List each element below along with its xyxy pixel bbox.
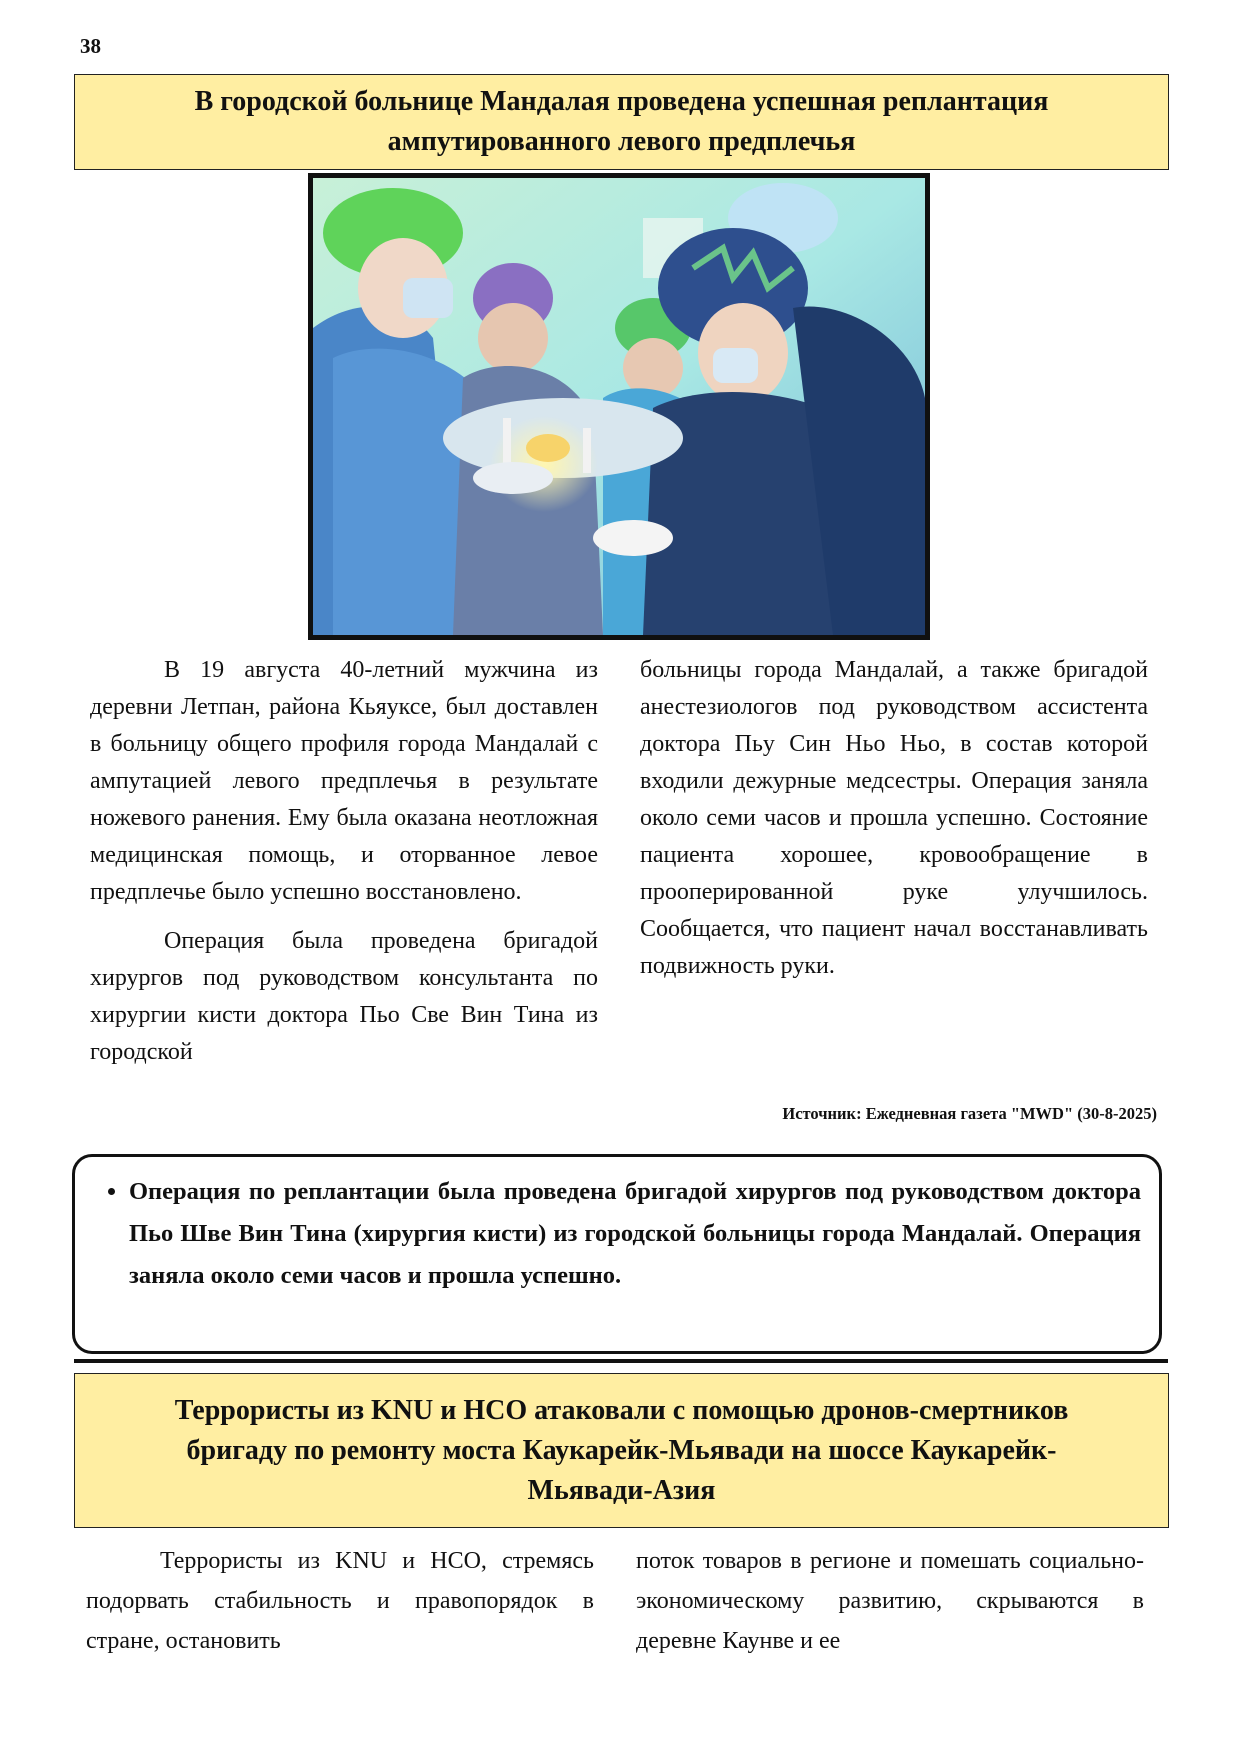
page-number: 38 bbox=[80, 34, 101, 58]
article-1-column-right bbox=[640, 652, 1148, 997]
article-1-summary-item: • Операция по реплантации была проведена бригадой хирургов под руководством доктора Пьо Шве Вин Тина (хирургия кисти) из городской больницы города Мандалай. Операция заняла около семи часов и прошла успешно. bbox=[129, 1171, 1141, 1297]
section-divider bbox=[74, 1359, 1168, 1363]
article-1-summary-box bbox=[72, 1154, 1162, 1354]
article-1-paragraph: В 19 августа 40-летний мужчина из деревни Летпан, района Кьяуксе, был доставлен в больницу общего профиля города Мандалай с ампутацией левого предплечья в результате ножевого ранения. Ему была оказана неотложная медицинская помощь, и оторванное левое предплечье было успешно восстановлено. bbox=[90, 657, 598, 905]
article-1-paragraph: Операция была проведена бригадой хирургов под руководством консультанта по хирургии кисти доктора Пьо Све Вин Тина из городской bbox=[90, 928, 598, 1065]
surgery-photo-illustration bbox=[313, 178, 925, 635]
article-2-paragraph: Террористы из KNU и HCO, стремясь подорвать стабильность и правопорядок в стране, остановить bbox=[86, 1548, 594, 1654]
article-1-headline bbox=[74, 74, 1169, 170]
article-1-column-left bbox=[90, 652, 598, 1083]
article-2-headline-text: Террористы из KNU и HCO атаковали с помощью дронов-смертников бригаду по ремонту моста Каукарейк-Мьявади на шоссе Каукарейк-Мьявади-Азия bbox=[174, 1394, 1069, 1506]
article-2-column-right bbox=[636, 1541, 1144, 1673]
article-1-paragraph: больницы города Мандалай, а также бригадой анестезиологов под руководством ассистента доктора Пьу Син Ньо Ньо, в состав которой входили дежурные медсестры. Операция заняла около семи часов и прошла успешно. Состояние пациента хорошее, кровообращение в прооперированной руке улучшилось. Сообщается, что пациент начал восстанавливать подвижность руки. bbox=[640, 657, 1148, 979]
surgery-photo bbox=[308, 173, 930, 640]
article-1-headline-text: В городской больнице Мандалая проведена успешная реплантация ампутированного левого предплечья bbox=[194, 86, 1049, 157]
article-2-headline bbox=[74, 1373, 1169, 1528]
article-1-source: Источник: Ежедневная газета "MWD" (30-8-2025) bbox=[782, 1104, 1157, 1123]
article-2-column-left bbox=[86, 1541, 594, 1673]
article-2-paragraph: поток товаров в регионе и помешать социально-экономическому развитию, скрываются в деревне Каунве и ее bbox=[636, 1548, 1144, 1654]
